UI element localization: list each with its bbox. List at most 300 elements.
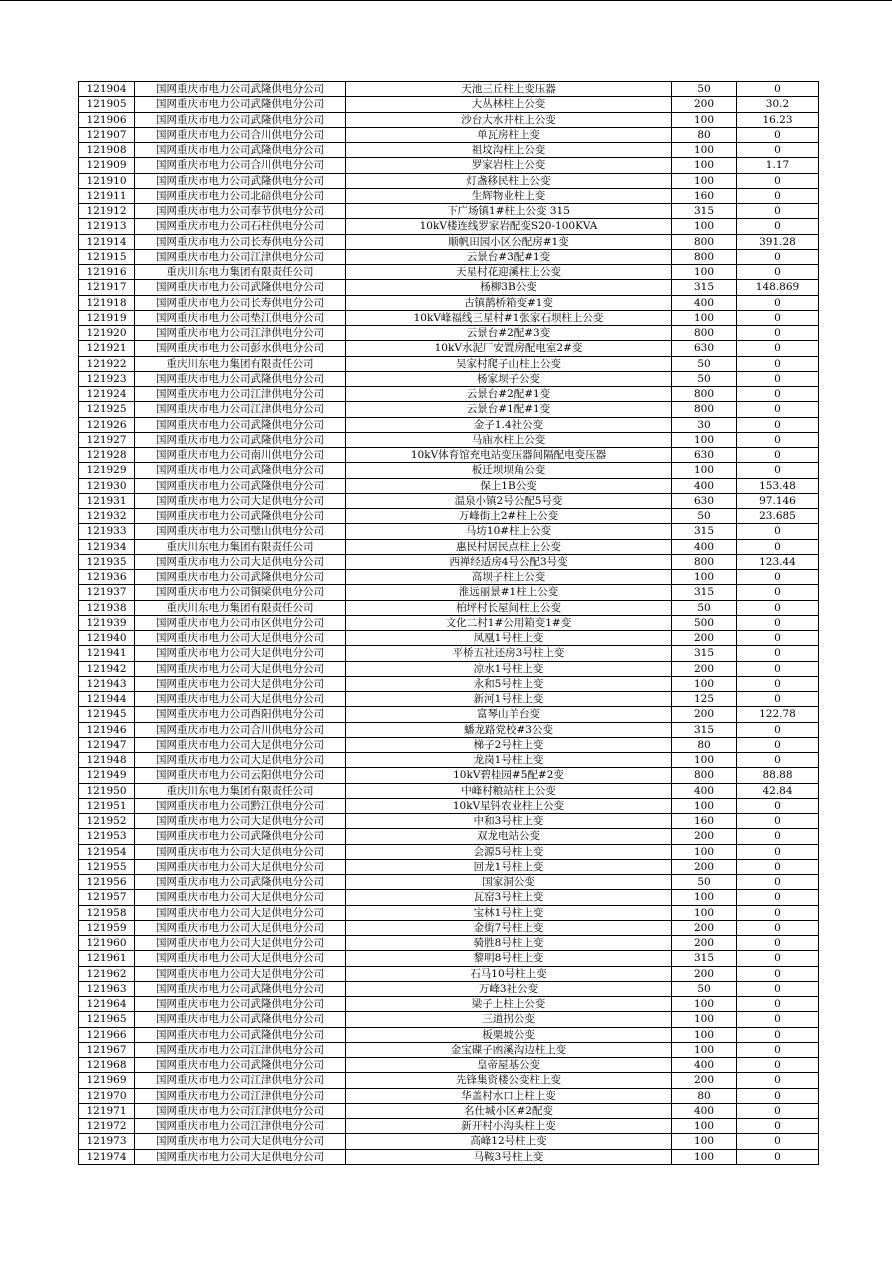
table-row: [79, 280, 819, 295]
table-row: [79, 585, 819, 600]
cell-capacity: 400: [672, 478, 737, 493]
cell-capacity: 800: [672, 249, 737, 264]
cell-company: 国网重庆市电力公司石柱供电分公司: [135, 219, 346, 234]
cell-value: 0: [737, 371, 819, 386]
cell-id: 121965: [79, 1012, 135, 1027]
table-row: [79, 234, 819, 249]
cell-capacity: 200: [672, 631, 737, 646]
cell-value: 0: [737, 936, 819, 951]
cell-value: 0: [737, 417, 819, 432]
cell-id: 121923: [79, 371, 135, 386]
table-row: [79, 356, 819, 371]
cell-id: 121948: [79, 753, 135, 768]
table-row: [79, 417, 819, 432]
cell-id: 121911: [79, 188, 135, 203]
cell-transformer-name: 10kV水泥厂安置房配电室2#变: [346, 341, 672, 356]
cell-id: 121936: [79, 570, 135, 585]
cell-capacity: 100: [672, 432, 737, 447]
cell-company: 国网重庆市电力公司江津供电分公司: [135, 1103, 346, 1118]
cell-value: 0: [737, 631, 819, 646]
cell-id: 121916: [79, 265, 135, 280]
cell-value: 0: [737, 859, 819, 874]
cell-id: 121941: [79, 646, 135, 661]
cell-id: 121950: [79, 783, 135, 798]
cell-capacity: 100: [672, 1119, 737, 1134]
cell-transformer-name: 华盖村水口上柱上变: [346, 1088, 672, 1103]
cell-capacity: 500: [672, 615, 737, 630]
cell-transformer-name: 金街7号柱上变: [346, 920, 672, 935]
cell-company: 国网重庆市电力公司江津供电分公司: [135, 402, 346, 417]
cell-company: 国网重庆市电力公司江津供电分公司: [135, 326, 346, 341]
cell-company: 国网重庆市电力公司大足供电分公司: [135, 631, 346, 646]
cell-id: 121927: [79, 432, 135, 447]
cell-transformer-name: 云景台#3配#1变: [346, 249, 672, 264]
cell-id: 121973: [79, 1134, 135, 1149]
cell-transformer-name: 宝林1号柱上变: [346, 905, 672, 920]
cell-company: 国网重庆市电力公司南川供电分公司: [135, 448, 346, 463]
cell-value: 0: [737, 585, 819, 600]
cell-value: 0: [737, 432, 819, 447]
cell-transformer-name: 顺帆田园小区公配房#1变: [346, 234, 672, 249]
cell-capacity: 100: [672, 1027, 737, 1042]
cell-transformer-name: 马坊10#柱上公变: [346, 524, 672, 539]
cell-transformer-name: 三道拐公变: [346, 1012, 672, 1027]
cell-transformer-name: 大丛林柱上公变: [346, 97, 672, 112]
cell-id: 121949: [79, 768, 135, 783]
cell-transformer-name: 板迁坝坝角公变: [346, 463, 672, 478]
cell-company: 国网重庆市电力公司璧山供电分公司: [135, 524, 346, 539]
cell-transformer-name: 西禅经适房4号公配3号变: [346, 554, 672, 569]
cell-value: 0: [737, 722, 819, 737]
cell-value: 0: [737, 920, 819, 935]
cell-capacity: 100: [672, 112, 737, 127]
cell-value: 0: [737, 265, 819, 280]
cell-company: 国网重庆市电力公司武隆供电分公司: [135, 112, 346, 127]
cell-company: 国网重庆市电力公司大足供电分公司: [135, 661, 346, 676]
cell-value: 0: [737, 1042, 819, 1057]
cell-capacity: 315: [672, 204, 737, 219]
cell-transformer-name: 保上1B公变: [346, 478, 672, 493]
cell-transformer-name: 双龙电站公变: [346, 829, 672, 844]
cell-company: 国网重庆市电力公司武隆供电分公司: [135, 478, 346, 493]
table-row: [79, 295, 819, 310]
cell-company: 国网重庆市电力公司大足供电分公司: [135, 966, 346, 981]
cell-value: 0: [737, 448, 819, 463]
cell-capacity: 200: [672, 936, 737, 951]
cell-id: 121953: [79, 829, 135, 844]
cell-id: 121951: [79, 798, 135, 813]
table-row: [79, 82, 819, 97]
cell-id: 121940: [79, 631, 135, 646]
cell-transformer-name: 万峰3社公变: [346, 981, 672, 996]
cell-company: 国网重庆市电力公司武隆供电分公司: [135, 463, 346, 478]
cell-capacity: 100: [672, 844, 737, 859]
cell-id: 121912: [79, 204, 135, 219]
cell-transformer-name: 惠民村居民点柱上公变: [346, 539, 672, 554]
cell-transformer-name: 10kV峰福线三星村#1张家石坝柱上公变: [346, 310, 672, 325]
table-row: [79, 204, 819, 219]
cell-company: 国网重庆市电力公司武隆供电分公司: [135, 97, 346, 112]
table-row: [79, 829, 819, 844]
cell-transformer-name: 祖坟沟柱上公变: [346, 143, 672, 158]
table-row: [79, 112, 819, 127]
cell-capacity: 200: [672, 829, 737, 844]
table-row: [79, 1027, 819, 1042]
cell-capacity: 50: [672, 82, 737, 97]
cell-capacity: 100: [672, 997, 737, 1012]
cell-value: 0: [737, 692, 819, 707]
cell-capacity: 200: [672, 920, 737, 935]
cell-company: 国网重庆市电力公司大足供电分公司: [135, 692, 346, 707]
table-row: [79, 920, 819, 935]
table-row: [79, 97, 819, 112]
cell-id: 121938: [79, 600, 135, 615]
cell-capacity: 160: [672, 814, 737, 829]
cell-value: 0: [737, 219, 819, 234]
cell-value: 42.84: [737, 783, 819, 798]
cell-transformer-name: 10kV体育馆充电站变压器间隔配电变压器: [346, 448, 672, 463]
cell-value: 0: [737, 814, 819, 829]
cell-value: 0: [737, 676, 819, 691]
cell-value: 0: [737, 188, 819, 203]
table-row: [79, 173, 819, 188]
cell-transformer-name: 梯子2号柱上变: [346, 737, 672, 752]
cell-company: 国网重庆市电力公司铜梁供电分公司: [135, 585, 346, 600]
cell-company: 国网重庆市电力公司北碚供电分公司: [135, 188, 346, 203]
cell-id: 121971: [79, 1103, 135, 1118]
cell-transformer-name: 平桥五社还房3号柱上变: [346, 646, 672, 661]
table-row: [79, 158, 819, 173]
cell-transformer-name: 下广场镇1#柱上公变 315: [346, 204, 672, 219]
cell-value: 0: [737, 127, 819, 142]
cell-company: 国网重庆市电力公司江津供电分公司: [135, 1088, 346, 1103]
cell-company: 国网重庆市电力公司大足供电分公司: [135, 676, 346, 691]
table-row: [79, 905, 819, 920]
table-row: [79, 1149, 819, 1164]
cell-id: 121967: [79, 1042, 135, 1057]
cell-capacity: 630: [672, 341, 737, 356]
cell-capacity: 100: [672, 798, 737, 813]
cell-capacity: 100: [672, 890, 737, 905]
cell-capacity: 630: [672, 448, 737, 463]
table-row: [79, 844, 819, 859]
cell-transformer-name: 高峰12号柱上变: [346, 1134, 672, 1149]
cell-transformer-name: 云景台#1配#1变: [346, 402, 672, 417]
cell-transformer-name: 马鞍3号柱上变: [346, 1149, 672, 1164]
cell-company: 国网重庆市电力公司大足供电分公司: [135, 646, 346, 661]
table-row: [79, 631, 819, 646]
cell-company: 重庆川东电力集团有限责任公司: [135, 265, 346, 280]
cell-capacity: 400: [672, 1058, 737, 1073]
cell-id: 121962: [79, 966, 135, 981]
cell-id: 121926: [79, 417, 135, 432]
cell-value: 0: [737, 844, 819, 859]
page-top-rule: [0, 0, 892, 1]
cell-capacity: 100: [672, 753, 737, 768]
cell-id: 121966: [79, 1027, 135, 1042]
cell-capacity: 100: [672, 676, 737, 691]
cell-transformer-name: 杨家坝子公变: [346, 371, 672, 386]
cell-value: 0: [737, 310, 819, 325]
cell-company: 重庆川东电力集团有限责任公司: [135, 600, 346, 615]
table-row: [79, 936, 819, 951]
cell-value: 0: [737, 341, 819, 356]
cell-capacity: 100: [672, 1042, 737, 1057]
cell-capacity: 100: [672, 570, 737, 585]
cell-company: 国网重庆市电力公司武隆供电分公司: [135, 417, 346, 432]
cell-capacity: 315: [672, 722, 737, 737]
cell-capacity: 315: [672, 951, 737, 966]
cell-capacity: 200: [672, 97, 737, 112]
cell-capacity: 315: [672, 646, 737, 661]
cell-id: 121972: [79, 1119, 135, 1134]
cell-capacity: 50: [672, 356, 737, 371]
cell-id: 121921: [79, 341, 135, 356]
cell-company: 国网重庆市电力公司江津供电分公司: [135, 249, 346, 264]
table-row: [79, 1119, 819, 1134]
cell-value: 0: [737, 1088, 819, 1103]
table-row: [79, 463, 819, 478]
table-row: [79, 432, 819, 447]
table-row: [79, 692, 819, 707]
cell-transformer-name: 皇帝屋基公变: [346, 1058, 672, 1073]
cell-id: 121925: [79, 402, 135, 417]
cell-value: 0: [737, 1149, 819, 1164]
cell-value: 122.78: [737, 707, 819, 722]
cell-value: 0: [737, 173, 819, 188]
cell-capacity: 100: [672, 463, 737, 478]
cell-capacity: 125: [672, 692, 737, 707]
cell-id: 121960: [79, 936, 135, 951]
cell-capacity: 800: [672, 234, 737, 249]
cell-capacity: 800: [672, 402, 737, 417]
cell-company: 国网重庆市电力公司大足供电分公司: [135, 814, 346, 829]
cell-value: 0: [737, 82, 819, 97]
cell-capacity: 200: [672, 661, 737, 676]
cell-id: 121933: [79, 524, 135, 539]
table-row: [79, 997, 819, 1012]
cell-id: 121947: [79, 737, 135, 752]
cell-id: 121918: [79, 295, 135, 310]
cell-value: 0: [737, 875, 819, 890]
cell-transformer-name: 万峰街上2#柱上公变: [346, 509, 672, 524]
cell-value: 0: [737, 387, 819, 402]
cell-transformer-name: 回龙1号柱上变: [346, 859, 672, 874]
cell-id: 121959: [79, 920, 135, 935]
table-row: [79, 509, 819, 524]
table-row: [79, 402, 819, 417]
table-row: [79, 707, 819, 722]
cell-capacity: 800: [672, 387, 737, 402]
table-row: [79, 387, 819, 402]
cell-value: 88.88: [737, 768, 819, 783]
cell-transformer-name: 10kV碧桂园#5配#2变: [346, 768, 672, 783]
cell-capacity: 100: [672, 219, 737, 234]
cell-transformer-name: 10kV星钭农业柱上公变: [346, 798, 672, 813]
table-row: [79, 966, 819, 981]
cell-company: 国网重庆市电力公司合川供电分公司: [135, 158, 346, 173]
cell-company: 国网重庆市电力公司武隆供电分公司: [135, 432, 346, 447]
cell-id: 121914: [79, 234, 135, 249]
cell-company: 国网重庆市电力公司武隆供电分公司: [135, 143, 346, 158]
cell-transformer-name: 石马10号柱上变: [346, 966, 672, 981]
table-row: [79, 646, 819, 661]
cell-capacity: 200: [672, 966, 737, 981]
cell-company: 国网重庆市电力公司江津供电分公司: [135, 1073, 346, 1088]
cell-company: 国网重庆市电力公司大足供电分公司: [135, 859, 346, 874]
cell-id: 121955: [79, 859, 135, 874]
cell-id: 121958: [79, 905, 135, 920]
table-row: [79, 341, 819, 356]
table-row: [79, 1134, 819, 1149]
table-row: [79, 1103, 819, 1118]
cell-value: 0: [737, 737, 819, 752]
cell-capacity: 200: [672, 1073, 737, 1088]
cell-capacity: 100: [672, 905, 737, 920]
table-row: [79, 981, 819, 996]
cell-id: 121930: [79, 478, 135, 493]
table-row: [79, 554, 819, 569]
cell-company: 国网重庆市电力公司武隆供电分公司: [135, 997, 346, 1012]
cell-value: 148.869: [737, 280, 819, 295]
cell-id: 121963: [79, 981, 135, 996]
cell-company: 国网重庆市电力公司武隆供电分公司: [135, 1027, 346, 1042]
cell-value: 0: [737, 798, 819, 813]
cell-value: 0: [737, 524, 819, 539]
cell-capacity: 400: [672, 295, 737, 310]
cell-company: 国网重庆市电力公司大足供电分公司: [135, 905, 346, 920]
cell-capacity: 50: [672, 981, 737, 996]
cell-id: 121909: [79, 158, 135, 173]
cell-company: 国网重庆市电力公司大足供电分公司: [135, 951, 346, 966]
cell-id: 121906: [79, 112, 135, 127]
table-row: [79, 890, 819, 905]
cell-transformer-name: 马庙水柱上公变: [346, 432, 672, 447]
cell-value: 0: [737, 539, 819, 554]
table-row: [79, 753, 819, 768]
cell-transformer-name: 温泉小镇2号公配5号变: [346, 493, 672, 508]
cell-value: 0: [737, 570, 819, 585]
cell-value: 391.28: [737, 234, 819, 249]
cell-capacity: 50: [672, 371, 737, 386]
table-row: [79, 1073, 819, 1088]
cell-transformer-name: 凤凰1号柱上变: [346, 631, 672, 646]
cell-company: 重庆川东电力集团有限责任公司: [135, 783, 346, 798]
cell-value: 0: [737, 1103, 819, 1118]
cell-company: 国网重庆市电力公司大足供电分公司: [135, 936, 346, 951]
table-row: [79, 524, 819, 539]
table-row: [79, 448, 819, 463]
cell-capacity: 200: [672, 707, 737, 722]
cell-transformer-name: 杨柳3B公变: [346, 280, 672, 295]
cell-transformer-name: 龙岗1号柱上变: [346, 753, 672, 768]
cell-transformer-name: 云景台#2配#3变: [346, 326, 672, 341]
cell-id: 121934: [79, 539, 135, 554]
cell-id: 121905: [79, 97, 135, 112]
cell-value: 0: [737, 1073, 819, 1088]
cell-value: 153.48: [737, 478, 819, 493]
cell-value: 0: [737, 905, 819, 920]
cell-value: 0: [737, 326, 819, 341]
cell-capacity: 30: [672, 417, 737, 432]
cell-value: 0: [737, 1012, 819, 1027]
cell-id: 121968: [79, 1058, 135, 1073]
cell-transformer-name: 中和3号柱上变: [346, 814, 672, 829]
cell-transformer-name: 中峰村粮站柱上公变: [346, 783, 672, 798]
cell-capacity: 400: [672, 539, 737, 554]
cell-transformer-name: 古镇鹊桥箱变#1变: [346, 295, 672, 310]
cell-transformer-name: 天星村花迎溪柱上公变: [346, 265, 672, 280]
cell-value: 123.44: [737, 554, 819, 569]
cell-value: 0: [737, 356, 819, 371]
cell-company: 重庆川东电力集团有限责任公司: [135, 356, 346, 371]
cell-id: 121908: [79, 143, 135, 158]
table-row: [79, 539, 819, 554]
cell-value: 23.685: [737, 509, 819, 524]
cell-value: 0: [737, 981, 819, 996]
cell-transformer-name: 新河1号柱上变: [346, 692, 672, 707]
cell-capacity: 800: [672, 768, 737, 783]
cell-id: 121910: [79, 173, 135, 188]
cell-value: 0: [737, 997, 819, 1012]
cell-id: 121954: [79, 844, 135, 859]
cell-transformer-name: 骑胜8号柱上变: [346, 936, 672, 951]
cell-transformer-name: 文化二村1#公用箱变1#变: [346, 615, 672, 630]
cell-capacity: 100: [672, 265, 737, 280]
cell-company: 国网重庆市电力公司武隆供电分公司: [135, 570, 346, 585]
cell-id: 121928: [79, 448, 135, 463]
cell-id: 121904: [79, 82, 135, 97]
cell-company: 国网重庆市电力公司大足供电分公司: [135, 920, 346, 935]
cell-transformer-name: 沙台大水井柱上公变: [346, 112, 672, 127]
cell-transformer-name: 蟠龙路党校#3公变: [346, 722, 672, 737]
cell-capacity: 200: [672, 859, 737, 874]
table-row: [79, 326, 819, 341]
table-row: [79, 188, 819, 203]
table-row: [79, 478, 819, 493]
cell-id: 121937: [79, 585, 135, 600]
cell-value: 0: [737, 951, 819, 966]
cell-capacity: 80: [672, 127, 737, 142]
table-row: [79, 493, 819, 508]
table-row: [79, 1042, 819, 1057]
cell-capacity: 400: [672, 1103, 737, 1118]
table-body: [79, 82, 819, 1165]
cell-id: 121920: [79, 326, 135, 341]
cell-value: 0: [737, 615, 819, 630]
cell-company: 国网重庆市电力公司武隆供电分公司: [135, 371, 346, 386]
cell-capacity: 100: [672, 310, 737, 325]
cell-company: 国网重庆市电力公司黔江供电分公司: [135, 798, 346, 813]
cell-transformer-name: 生辉物业柱上变: [346, 188, 672, 203]
cell-company: 国网重庆市电力公司武隆供电分公司: [135, 1012, 346, 1027]
cell-transformer-name: 罗家岩柱上公变: [346, 158, 672, 173]
table-row: [79, 737, 819, 752]
cell-company: 国网重庆市电力公司奉节供电分公司: [135, 204, 346, 219]
cell-value: 0: [737, 661, 819, 676]
cell-company: 国网重庆市电力公司武隆供电分公司: [135, 82, 346, 97]
cell-transformer-name: 黎明8号柱上变: [346, 951, 672, 966]
cell-id: 121974: [79, 1149, 135, 1164]
cell-value: 0: [737, 1058, 819, 1073]
cell-value: 0: [737, 249, 819, 264]
cell-id: 121957: [79, 890, 135, 905]
cell-id: 121935: [79, 554, 135, 569]
cell-transformer-name: 灯盏移民柱上公变: [346, 173, 672, 188]
cell-capacity: 315: [672, 280, 737, 295]
cell-id: 121924: [79, 387, 135, 402]
cell-capacity: 100: [672, 1134, 737, 1149]
